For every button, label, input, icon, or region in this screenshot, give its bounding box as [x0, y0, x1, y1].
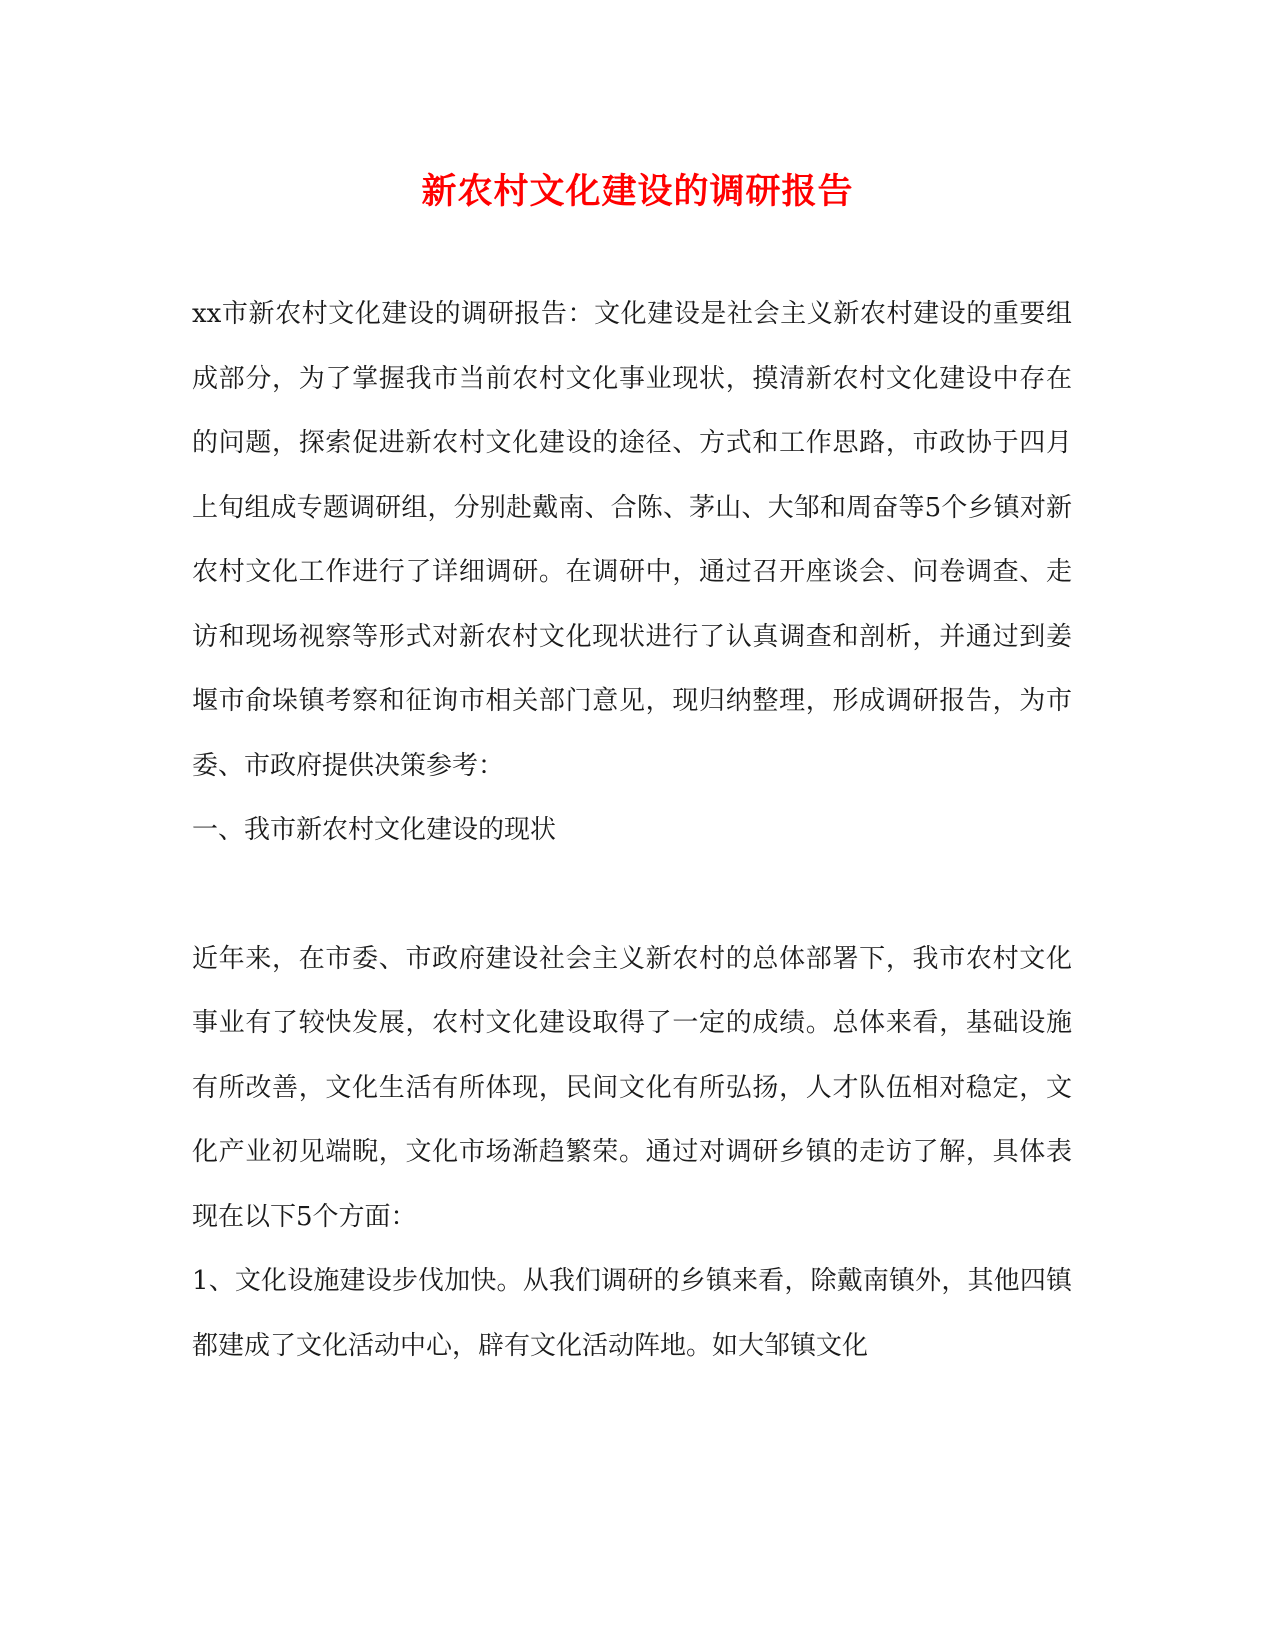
- document-title: 新农村文化建设的调研报告: [421, 171, 854, 212]
- document-body: [192, 282, 1072, 1378]
- paragraph-item-1: 1、文化设施建设步伐加快。从我们调研的乡镇来看，除戴南镇外，其他四镇都建成了文化活动中心，辟有文化活动阵地。如大邹镇文化: [192, 1266, 1072, 1361]
- paragraph-status: 近年来，在市委、市政府建设社会主义新农村的总体部署下，我市农村文化事业有了较快发展，农村文化建设取得了一定的成绩。总体来看，基础设施有所改善，文化生活有所体现，民间文化有所弘扬，人才队伍相对稳定，文化产业初见端睨，文化市场渐趋繁荣。通过对调研乡镇的走访了解，具体表现在以下5个方面：: [192, 943, 1072, 1232]
- paragraph-intro: xx市新农村文化建设的调研报告：文化建设是社会主义新农村建设的重要组成部分，为了掌握我市当前农村文化事业现状，摸清新农村文化建设中存在的问题，探索促进新农村文化建设的途径、方式和工作思路，市政协于四月上旬组成专题调研组，分别赴戴南、合陈、茅山、大邹和周奋等5个乡镇对新农村文化工作进行了详细调研。在调研中，通过召开座谈会、问卷调查、走访和现场视察等形式对新农村文化现状进行了认真调查和剖析，并通过到姜堰市俞垛镇考察和征询市相关部门意见，现归纳整理，形成调研报告，为市委、市政府提供决策参考：: [192, 299, 1072, 781]
- section-heading-1: 一、我市新农村文化建设的现状: [192, 815, 557, 845]
